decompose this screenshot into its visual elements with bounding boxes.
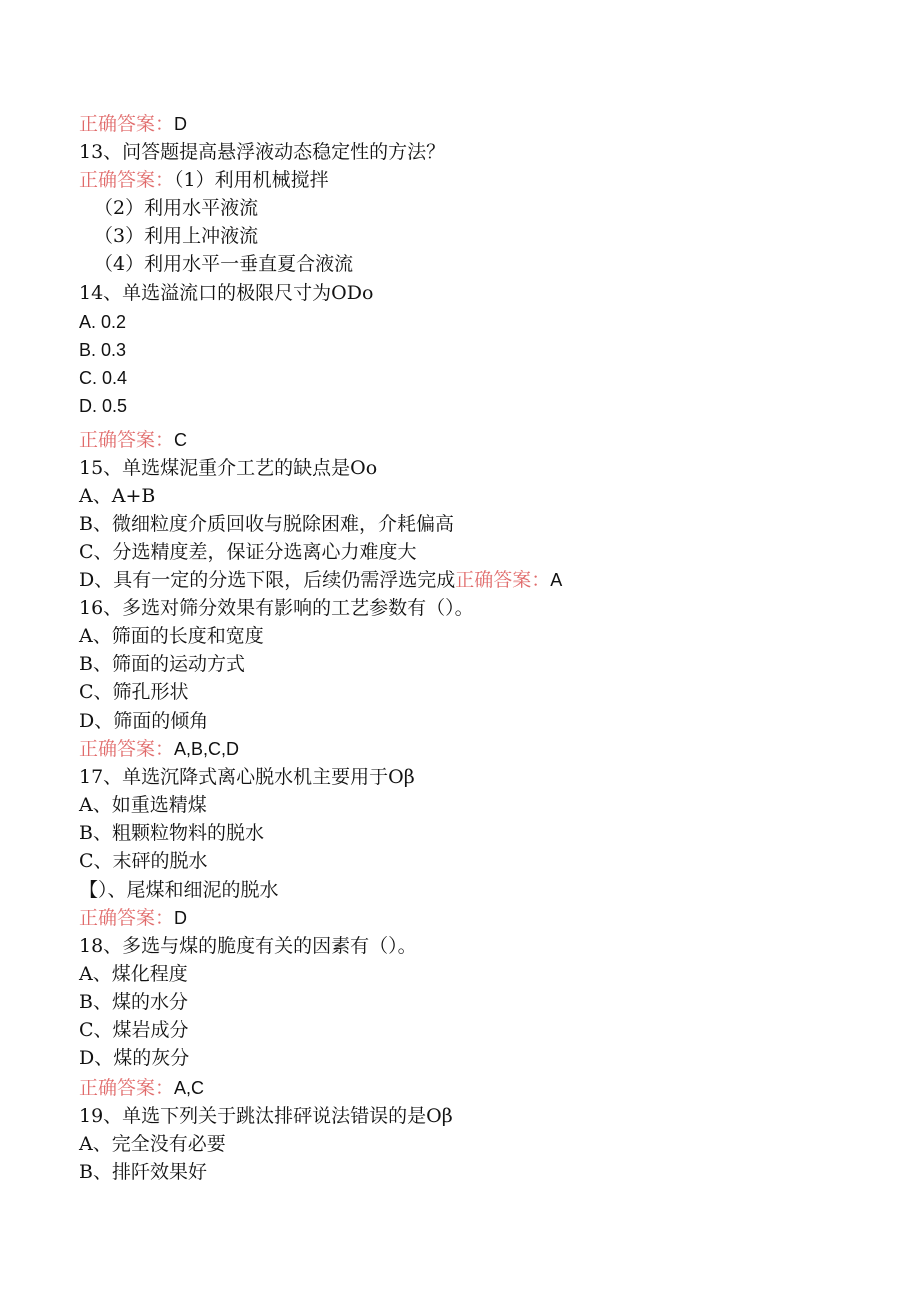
answer-label: 正确答案： — [455, 569, 551, 591]
answer-label: 正确答案： — [79, 907, 175, 929]
answer-label: 正确答案： — [79, 169, 175, 191]
option-a: A、完全没有必要 — [79, 1133, 226, 1155]
answer-value: （1）利用机械搅拌 — [174, 169, 329, 191]
answer-value: D — [174, 114, 188, 134]
answer-label: 正确答案： — [79, 113, 175, 135]
option-b: B. 0.3 — [79, 340, 127, 360]
answer-line — [79, 1074, 204, 1102]
option-c: C. 0.4 — [79, 368, 128, 388]
option-d-with-answer — [79, 566, 562, 594]
question-19: 19、单选下列关于跳汰排砰说法错误的是Oβ — [79, 1105, 453, 1127]
option-a: A、筛面的长度和宽度 — [79, 625, 264, 647]
answer-subline: （2）利用水平液流 — [94, 197, 259, 219]
answer-label: 正确答案： — [79, 1077, 175, 1099]
answer-line — [79, 735, 239, 763]
answer-line — [79, 426, 187, 454]
answer-value: A,C — [174, 1078, 205, 1098]
option-c: C、末砰的脱水 — [79, 850, 208, 872]
answer-subline: （3）利用上冲液流 — [94, 225, 259, 247]
answer-label: 正确答案： — [79, 738, 175, 760]
option-d: D、煤的灰分 — [79, 1047, 190, 1069]
answer-line — [79, 166, 329, 194]
option-d: D、筛面的倾角 — [79, 710, 209, 732]
question-18: 18、多选与煤的脆度有关的因素有（）。 — [79, 935, 417, 957]
option-b: B、微细粒度介质回收与脱除困难，介耗偏高 — [79, 513, 454, 535]
option-d: D. 0.5 — [79, 396, 128, 416]
option-d: 【）、尾煤和细泥的脱水 — [79, 879, 279, 901]
option-b: B、排阡效果好 — [79, 1161, 207, 1183]
option-c: C、分选精度差，保证分选离心力难度大 — [79, 541, 417, 563]
answer-label: 正确答案： — [79, 429, 175, 451]
answer-value: A — [550, 570, 563, 590]
option-a: A、如重选精煤 — [79, 794, 207, 816]
option-d: D、具有一定的分选下限，后续仍需浮选完成 — [79, 569, 456, 591]
option-b: B、粗颗粒物料的脱水 — [79, 822, 264, 844]
option-a: A、煤化程度 — [79, 963, 188, 985]
question-15: 15、单选煤泥重介工艺的缺点是Oo — [79, 457, 378, 479]
answer-value: D — [174, 908, 188, 928]
answer-value: C — [174, 430, 188, 450]
option-c: C、煤岩成分 — [79, 1019, 189, 1041]
question-14: 14、单选溢流口的极限尺寸为ODo — [79, 282, 374, 304]
option-b: B、煤的水分 — [79, 991, 188, 1013]
question-16: 16、多选对筛分效果有影响的工艺参数有（）。 — [79, 597, 474, 619]
question-17: 17、单选沉降式离心脱水机主要用于Oβ — [79, 766, 415, 788]
option-a: A、A+B — [79, 485, 156, 507]
option-c: C、筛孔形状 — [79, 681, 189, 703]
answer-subline: （4）利用水平一垂直夏合液流 — [94, 253, 354, 275]
answer-line — [79, 904, 187, 932]
answer-line — [79, 110, 187, 138]
question-13: 13、问答题提高悬浮液动态稳定性的方法？ — [79, 141, 446, 163]
option-b: B、筛面的运动方式 — [79, 653, 245, 675]
answer-value: A,B,C,D — [174, 739, 240, 759]
option-a: A. 0.2 — [79, 312, 127, 332]
